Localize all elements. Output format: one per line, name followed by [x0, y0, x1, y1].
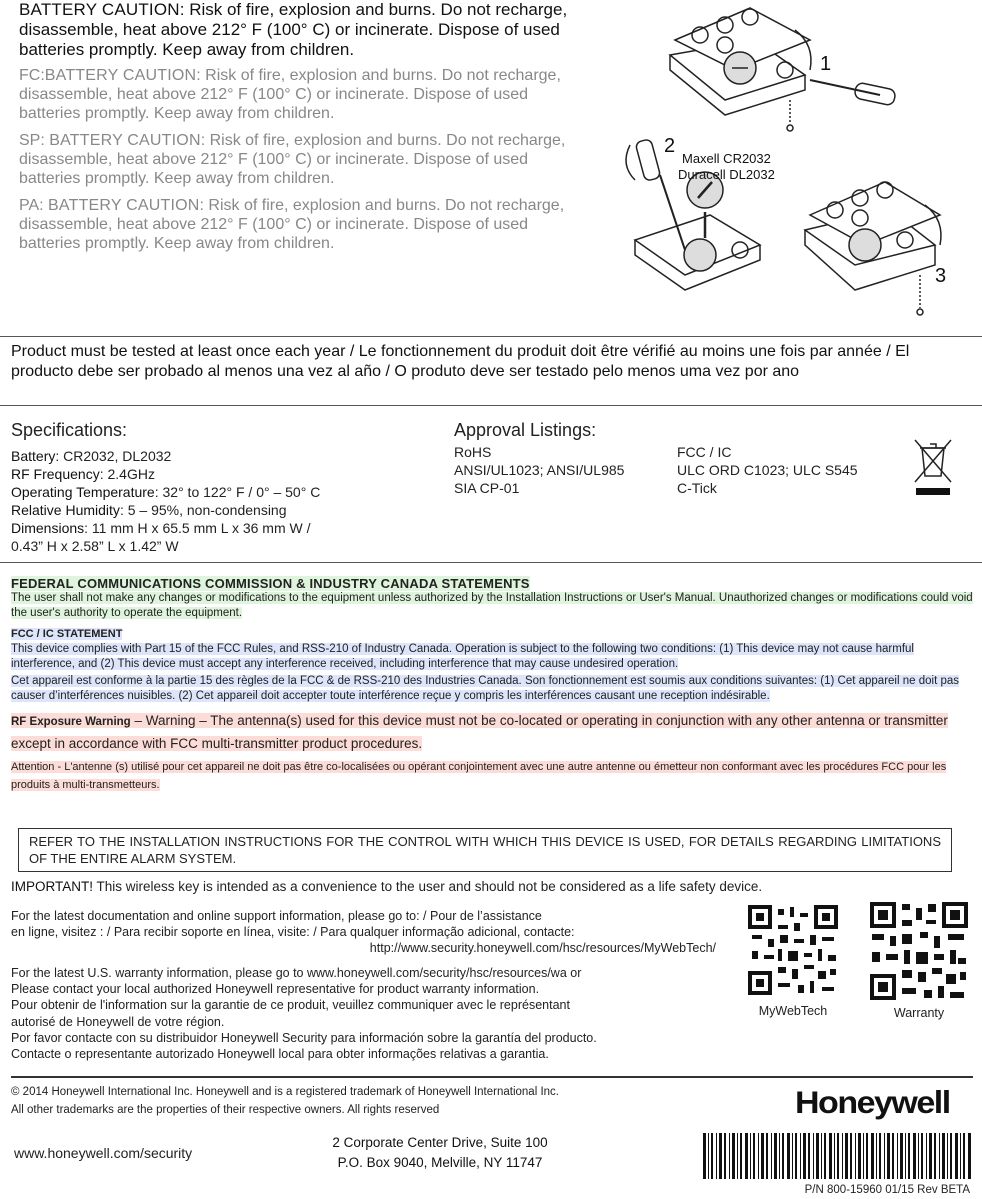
honeywell-logo: Honeywell	[795, 1085, 950, 1121]
approvals-col-1: RoHS ANSI/UL1023; ANSI/UL985 SIA CP-01	[454, 444, 625, 496]
weee-crossed-bin-icon	[912, 438, 954, 498]
caution-fc: FC:BATTERY CAUTION: Risk of fire, explosion and burns. Do not recharge, disassemble, heat above 212° F (100° C) or incinerate. Dispose of used batteries promptly. Keep away from children.	[19, 67, 561, 122]
specifications-title: Specifications:	[11, 420, 128, 440]
copyright: © 2014 Honeywell International Inc. Honeywell and is a registered trademark of Honeywell International Inc.	[11, 1086, 559, 1098]
caution-sp: SP: BATTERY CAUTION: Risk of fire, explosion and burns. Do not recharge, disassemble, heat above 212° F (100° C) or incinerate. Dispose of used batteries promptly. Keep away from children.	[19, 132, 566, 187]
battery-type-2: Duracell DL2032	[678, 167, 775, 182]
fcc-compliance-english: This device complies with Part 15 of the FCC Rules, and RSS-210 of Industry Canada. Operation is subject to the following two conditions: (1) This device may not cause harmful interference, and (2) This device must accept any interference received, including interference that may cause undesired operation.	[11, 643, 914, 670]
rf-exposure-warning-french: Attention - L'antenne (s) utilisé pour cet appareil ne doit pas être co-localisées ou opérant conjointement avec une autre antenne ou émetteur non conformant avec les procédures FCC pour les produits à multi-transmetteurs.	[11, 761, 947, 791]
divider	[0, 562, 982, 563]
warranty-qr-code[interactable]	[870, 902, 968, 1000]
step-3-label: 3	[935, 265, 947, 287]
annual-test-notice: Product must be tested at least once each year / Le fonctionnement du produit doit être vérifié au moins une fois par année / El producto debe ser probado al menos una vez al año / O produto deve ser testado pelo menos uma vez por ano	[11, 343, 910, 380]
battery-caution-block	[19, 0, 579, 261]
company-address: 2 Corporate Center Drive, Suite 100 P.O. Box 9040, Melville, NY 11747	[332, 1135, 548, 1170]
spec-dimensions-inches: 0.43” H x 2.58” L x 1.42” W	[11, 538, 179, 554]
approvals-col-2: FCC / IC ULC ORD C1023; ULC S545 C-Tick	[677, 444, 858, 496]
part-number: P/N 800-15960 01/15 Rev BETA	[804, 1184, 970, 1196]
mywebtech-qr-label: MyWebTech	[758, 1004, 828, 1018]
mywebtech-qr-code[interactable]	[748, 905, 838, 995]
mywebtech-url[interactable]: http://www.security.honeywell.com/hsc/resources/MyWebTech/	[369, 941, 716, 956]
spec-relative-humidity: Relative Humidity: 5 – 95%, non-condensing	[11, 502, 287, 518]
refer-instructions-box: REFER TO THE INSTALLATION INSTRUCTIONS FOR THE CONTROL WITH WHICH THIS DEVICE IS USED, FOR DETAILS REGARDING LIMITATIONS OF THE ENTIRE ALARM SYSTEM.	[18, 828, 952, 872]
support-info: For the latest documentation and online support information, please go to: / Pour de l’assistance en ligne, visitez : / Para recibir soporte en línea, visite: / Para qualquer informação adicional, contacte: http://www.security.honeywell.com/hsc/resources/MyWebTech/	[11, 909, 716, 956]
trademarks: All other trademarks are the properties of their respective owners. All rights reserved	[11, 1104, 440, 1116]
divider	[0, 336, 982, 337]
spec-dimensions: Dimensions: 11 mm H x 65.5 mm L x 36 mm W /	[11, 520, 311, 536]
step-2-label: 2	[664, 135, 676, 157]
part-number-barcode	[703, 1133, 971, 1179]
warranty-qr-label: Warranty	[893, 1006, 945, 1020]
divider	[0, 405, 982, 406]
fcc-ic-statement-title: FCC / IC STATEMENT	[11, 628, 123, 640]
fcc-title: FEDERAL COMMUNICATIONS COMMISSION & INDUSTRY CANADA STATEMENTS	[11, 576, 530, 591]
spec-rf-frequency: RF Frequency: 2.4GHz	[11, 466, 155, 482]
fcc-modification-notice: The user shall not make any changes or modifications to the equipment unless authorized by the Installation Instructions or User's Manual. Unauthorized changes or modifications could void the user's authority to operate the equipment.	[11, 592, 973, 619]
spec-operating-temperature: Operating Temperature: 32° to 122° F / 0° – 50° C	[11, 484, 321, 500]
step-1-label: 1	[820, 53, 832, 75]
footer-divider	[11, 1076, 973, 1078]
important-notice: IMPORTANT! This wireless key is intended as a convenience to the user and should not be considered as a life safety device.	[11, 879, 763, 894]
fcc-statements	[11, 576, 973, 794]
fcc-compliance-french: Cet appareil est conforme à la partie 15 des règles de la FCC & de RSS-210 des Industries Canada. Son fonctionnement est soumis aux conditions suivantes: (1) Cet appareil ne doit pas causer d’interférences nuisibles. (2) Cet appareil doit accepter toute interférence reçue y compris les interférences causant une reception indésirable.	[11, 675, 959, 702]
warranty-info: For the latest U.S. warranty information, please go to www.honeywell.com/security/hsc/resources/wa or Please contact your local authorized Honeywell representative for product warranty information. Pour obtenir de l'information sur la garantie de ce produit, veuillez communiquer avec le représentant autorisé de Honeywell de votre région. Por favor contacte con su distribuidor Honeywell Security para información sobre la garantía del producto. Contacte o representante autorizado Honeywell local para obter informações relativas a garantia.	[11, 966, 597, 1062]
battery-replacement-diagram	[600, 0, 980, 330]
rf-exposure-warning: RF Exposure Warning – Warning – The antenna(s) used for this device must not be co-located or operating in conjunction with any other antenna or transmitter except in accordance with FCC multi-transmitter product procedures.	[11, 713, 948, 751]
spec-battery: Battery: CR2032, DL2032	[11, 448, 172, 464]
caution-pa: PA: BATTERY CAUTION: Risk of fire, explosion and burns. Do not recharge, disassemble, heat above 212° F (100° C) or incinerate. Dispose of used batteries promptly. Keep away from children.	[19, 197, 565, 252]
approval-listings	[454, 420, 904, 497]
website-link[interactable]: www.honeywell.com/security	[14, 1145, 193, 1161]
battery-type-1: Maxell CR2032	[682, 151, 771, 166]
caution-english: BATTERY CAUTION: Risk of fire, explosion and burns. Do not recharge, disassemble, heat above 212° F (100° C) or incinerate. Dispose of used batteries promptly. Keep away from children.	[19, 0, 568, 59]
specifications	[11, 420, 431, 555]
approvals-title: Approval Listings:	[454, 420, 597, 440]
